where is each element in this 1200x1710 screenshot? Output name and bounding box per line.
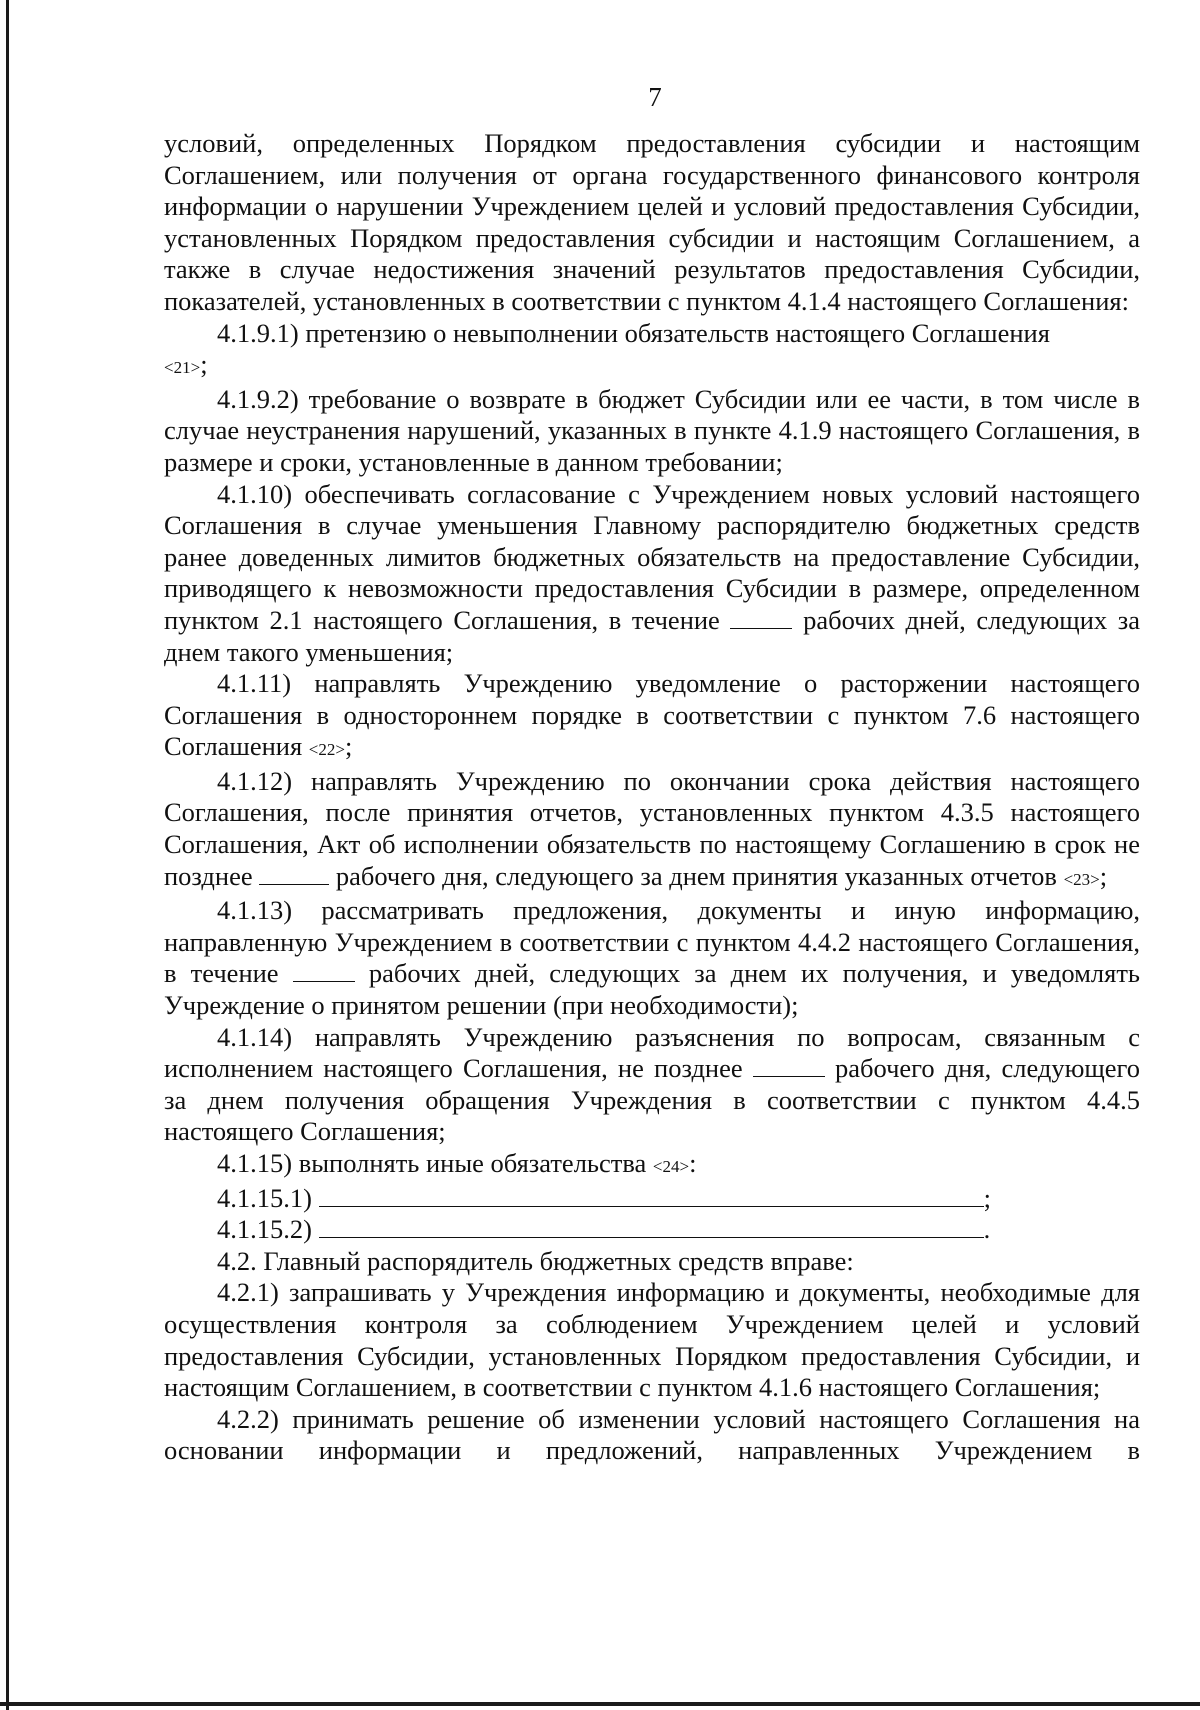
paragraph-4-1-13 [164,895,1140,1021]
punctuation: ; [344,731,353,762]
paragraph-text: 4.2.2) принимать решение об изменении условий настоящего Соглашения на основании информации и предложений, направленных Учреждением в [164,1403,1140,1466]
paragraph-text: 4.1.15.2) [217,1214,312,1245]
footnote-ref-22: <22> [308,740,345,760]
page-number: 7 [648,82,662,112]
paragraph-text: 4.1.11) направлять Учреждению уведомление о расторжении настоящего Соглашения в одностороннем порядке в соответствии с пунктом 7.6 настоящего Соглашения [164,668,1140,762]
paragraph-conditions-continuation [164,128,1140,318]
paragraph-text: рабочего дня, следующего за днем принятия указанных отчетов [335,860,1057,891]
paragraph-4-1-15 [164,1148,1140,1183]
paragraph-text: условий, определенных Порядком предоставления субсидии и настоящим Соглашением, или получения от органа государственного финансового контроля информации о нарушении Учреждением целей и условий предоставления Субсидии, установленных Порядком предоставления субсидии и настоящим Соглашением, а также в случае недостижения значений результатов предоставления Субсидии, показателей, установленных в соответствии с пунктом 4.1.4 настоящего Соглашения: [164,128,1140,316]
blank-field-day [259,864,329,885]
scan-left-edge [6,0,9,1710]
paragraph-text: рабочих дней, следующих за днем такого уменьшения; [164,604,1140,667]
paragraph-4-1-12 [164,766,1140,895]
punctuation: ; [200,349,208,380]
paragraph-text: 4.1.15.1) [217,1182,312,1213]
footnote-ref-21: <21> [164,358,201,378]
paragraph-4-2-2 [164,1404,1140,1467]
paragraph-text: 4.1.10) обеспечивать согласование с Учреждением новых условий настоящего Соглашения в случае уменьшения Главному распорядителю бюджетных средств ранее доведенных лимитов бюджетных обязательств на предоставление Субсидии, приводящего к невозможности предоставления Субсидии в размере, определенном пунктом 2.1 настоящего Соглашения, в течение [164,478,1140,635]
punctuation: ; [1099,860,1108,891]
paragraph-text: 4.2.1) запрашивать у Учреждения информацию и документы, необходимые для осуществления контроля за соблюдением Учреждением целей и условий предоставления Субсидии, установленных Порядком предоставления Субсидии, и настоящим Соглашением, в соответствии с пунктом 4.1.6 настоящего Соглашения; [164,1277,1140,1403]
paragraph-4-1-9-2 [164,384,1140,479]
blank-field-days [293,961,355,982]
punctuation: . [983,1214,991,1245]
paragraph-text: 4.1.14) направлять Учреждению разъяснения по вопросам, связанным с исполнением настоящего Соглашения, не позднее [164,1021,1140,1084]
paragraph-text: 4.1.15) выполнять иные обязательства [217,1148,647,1178]
blank-field-days [730,608,792,629]
paragraph-text: рабочих дней, следующих за днем их получения, и уведомлять Учреждение о принятом решении (при необходимости); [164,958,1141,1021]
blank-fill-line [319,1186,984,1207]
paragraph-4-1-14 [164,1022,1140,1148]
paragraph-4-1-10 [164,479,1140,669]
paragraph-4-1-11 [164,668,1140,766]
paragraph-text: рабочего дня, следующего за днем получения обращения Учреждения в соответствии с пунктом 4.4.5 настоящего Соглашения; [164,1053,1141,1147]
footnote-ref-23: <23> [1063,869,1100,889]
punctuation: : [689,1148,697,1178]
punctuation: ; [983,1182,991,1213]
paragraph-text: 4.1.12) направлять Учреждению по окончании срока действия настоящего Соглашения, после принятия отчетов, установленных пунктом 4.3.5 настоящего Соглашения, Акт об исполнении обязательств по настоящему Соглашению в срок не позднее [164,765,1140,891]
paragraph-4-1-15-2 [164,1214,1140,1246]
footnote-ref-24: <24> [652,1157,690,1176]
paragraph-text: 4.2. Главный распорядитель бюджетных средств вправе: [217,1245,854,1276]
paragraph-4-1-15-1 [164,1183,1140,1215]
blank-fill-line [319,1217,984,1238]
paragraph-text: 4.1.9.2) требование о возврате в бюджет Субсидии или ее части, в том числе в случае неустранения нарушений, указанных в пункте 4.1.9 настоящего Соглашения, в размере и сроки, установленные в данном требовании; [164,383,1140,477]
paragraph-text: 4.1.13) рассматривать предложения, документы и иную информацию, направленную Учреждением в соответствии с пунктом 4.4.2 настоящего Соглашения, в течение [164,895,1140,989]
blank-field-day [753,1056,825,1077]
paragraph-4-2 [164,1246,1140,1278]
scan-bottom-edge [0,1702,1200,1706]
paragraph-4-2-1 [164,1277,1140,1403]
document-body [164,128,1140,1467]
paragraph-text: 4.1.9.1) претензию о невыполнении обязательств настоящего Соглашения [217,317,1050,348]
paragraph-4-1-9-1 [164,318,1140,384]
